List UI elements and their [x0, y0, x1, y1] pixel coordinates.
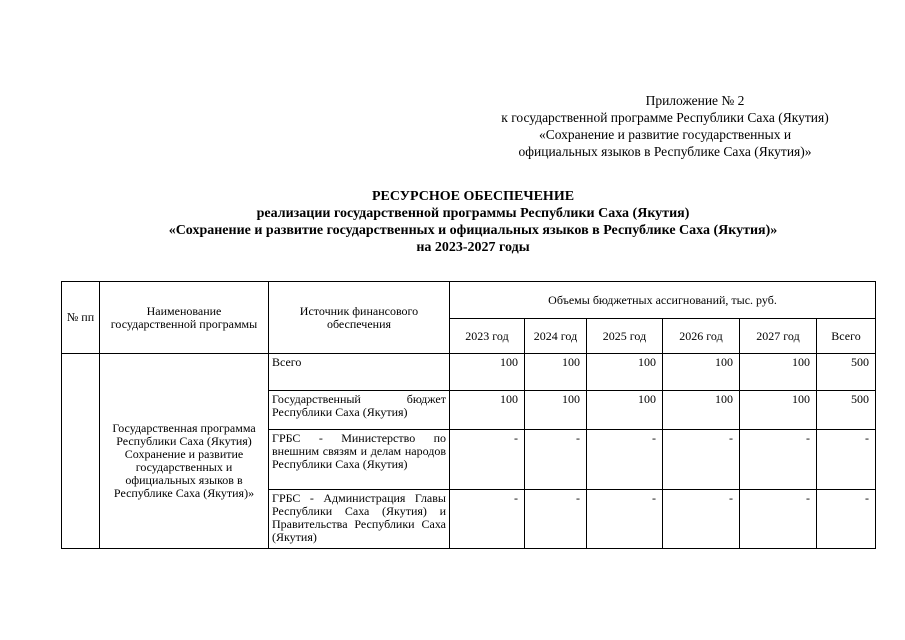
- value-cell: -: [450, 430, 525, 490]
- value-cell: -: [817, 490, 876, 549]
- value-cell: -: [740, 490, 817, 549]
- resource-table: [61, 281, 876, 549]
- table-row: [62, 354, 876, 391]
- value-cell: -: [663, 430, 740, 490]
- value-cell: 100: [663, 354, 740, 391]
- header-year: 2027 год: [740, 319, 817, 354]
- program-name-cell: Государственная программа Республики Саха (Якутия) Сохранение и развитие государственных и официальных языков в Республике Саха (Якутия)»: [100, 354, 269, 549]
- value-cell: 500: [817, 391, 876, 430]
- header-year: 2025 год: [587, 319, 663, 354]
- value-cell: -: [740, 430, 817, 490]
- program-number-cell: [62, 354, 100, 549]
- value-cell: -: [525, 490, 587, 549]
- value-cell: -: [663, 490, 740, 549]
- value-cell: -: [525, 430, 587, 490]
- appendix-line: официальных языков в Республике Саха (Якутия)»: [518, 144, 812, 159]
- title-line: РЕСУРСНОЕ ОБЕСПЕЧЕНИЕ: [371, 189, 575, 204]
- appendix-line: к государственной программе Республики Саха (Якутия): [501, 110, 829, 125]
- value-cell: 100: [663, 391, 740, 430]
- appendix-line: «Сохранение и развитие государственных и: [538, 127, 792, 142]
- appendix-number: Приложение № 2: [645, 93, 745, 108]
- value-cell: 100: [525, 354, 587, 391]
- source-cell: Всего: [269, 354, 450, 391]
- header-year: 2024 год: [525, 319, 587, 354]
- value-cell: 100: [450, 391, 525, 430]
- value-cell: 100: [587, 391, 663, 430]
- value-cell: -: [817, 430, 876, 490]
- source-cell: Государственный бюджет Республики Саха (Якутия): [269, 391, 450, 430]
- value-cell: -: [450, 490, 525, 549]
- header-source: Источник финансового обеспечения: [269, 282, 450, 354]
- value-cell: 100: [450, 354, 525, 391]
- value-cell: -: [587, 430, 663, 490]
- header-year: 2023 год: [450, 319, 525, 354]
- source-cell: ГРБС - Администрация Главы Республики Саха (Якутия) и Правительства Республики Саха (Якутия): [269, 490, 450, 549]
- value-cell: 500: [817, 354, 876, 391]
- header-volumes: Объемы бюджетных ассигнований, тыс. руб.: [450, 282, 876, 319]
- title-line: «Сохранение и развитие государственных и официальных языков в Республике Саха (Якутия)»: [168, 223, 778, 238]
- header-year: 2026 год: [663, 319, 740, 354]
- value-cell: 100: [525, 391, 587, 430]
- title-line: на 2023-2027 годы: [416, 240, 530, 255]
- header-number: № пп: [62, 282, 100, 354]
- header-program-name: Наименование государственной программы: [100, 282, 269, 354]
- appendix-block: [440, 92, 890, 160]
- header-total: Всего: [817, 319, 876, 354]
- value-cell: 100: [740, 391, 817, 430]
- value-cell: 100: [740, 354, 817, 391]
- source-cell: ГРБС - Министерство по внешним связям и делам народов Республики Саха (Якутия): [269, 430, 450, 490]
- document-title: [60, 188, 886, 256]
- title-line: реализации государственной программы Республики Саха (Якутия): [256, 206, 690, 221]
- value-cell: 100: [587, 354, 663, 391]
- value-cell: -: [587, 490, 663, 549]
